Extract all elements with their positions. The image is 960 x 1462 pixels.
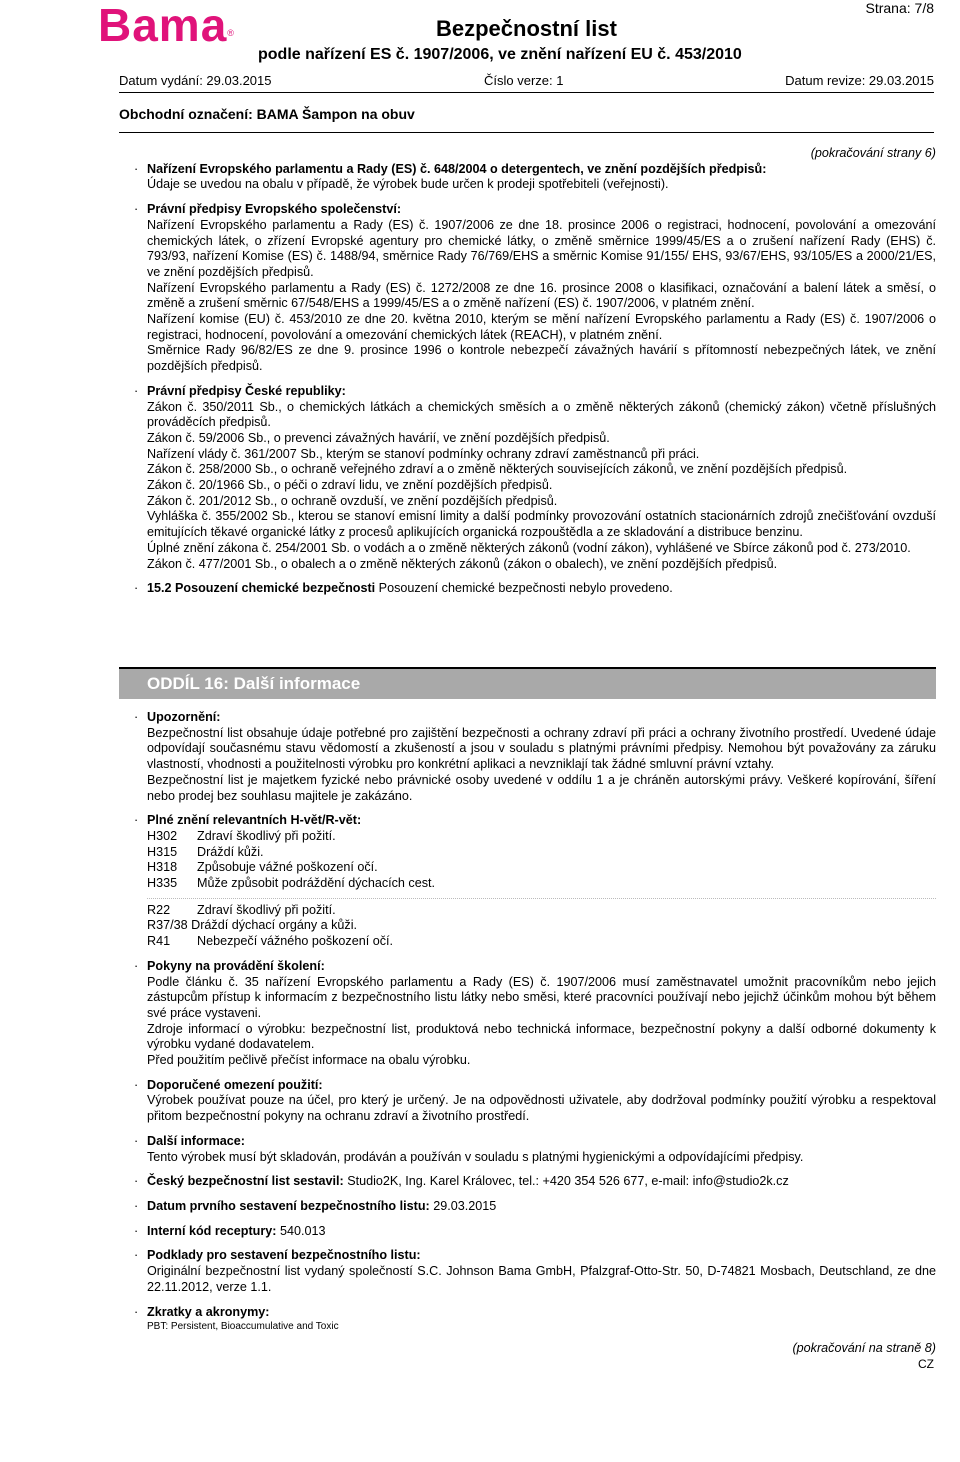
h-phrase-row: H315 Dráždí kůži. bbox=[147, 844, 264, 859]
h-phrase-row: H335 Může způsobit podráždění dýchacích cest. bbox=[147, 876, 436, 891]
recipe-code: · Interní kód receptury: 540.013 bbox=[134, 1224, 936, 1240]
detergent-regulation: · Nařízení Evropského parlamentu a Rady (ES) č. 648/2004 o detergentech, ve znění pozdějších předpisů: Údaje se uvedou na obalu v případě, že výrobek bude určen k prodeji spotřebiteli (veřejnosti). bbox=[134, 162, 936, 193]
chemical-safety-assessment: · 15.2 Posouzení chemické bezpečnosti Posouzení chemické bezpečnosti nebylo provedeno. bbox=[134, 581, 936, 597]
training: · Pokyny na provádění školení: Podle článku č. 35 nařízení Evropského parlamentu a Rady (ES) č. 1907/2006 musí zaměstnavatel umožnit pracovníkům nebo jejich zástupcům přístup k informacím z bezpečnostního listu látky nebo směsi, které pracovníci používají nebo jejichž účinkům mohou být během své práce vystaveni. Zdroje informací o výrobku: bezpečnostní list, produktová nebo technická informace, bezpečnostní pokyny a další odborné dokumenty k výrobku vydané dodavatelem. Před použitím pečlivě přečíst informace na obalu výrobku. bbox=[134, 959, 936, 1069]
section-16-header: ODDÍL 16: Další informace bbox=[119, 667, 936, 699]
r-phrase-row: R22 Zdraví škodlivý při požití. bbox=[147, 902, 336, 917]
r-phrase-row: R37/38 Dráždí dýchací orgány a kůži. bbox=[147, 918, 358, 933]
abbreviations: · Zkratky a akronymy: PBT: Persistent, Bioaccumulative and Toxic bbox=[134, 1305, 936, 1334]
regulatory-info bbox=[134, 146, 936, 597]
dotted-separator bbox=[147, 898, 936, 899]
further-info: · Další informace: Tento výrobek musí být skladován, prodáván a používán v souladu s platnými hygienickými a odpovídajícími předpisy. bbox=[134, 1134, 936, 1165]
issue-date: Datum vydání: 29.03.2015 bbox=[119, 73, 272, 88]
trade-name: Obchodní označení: BAMA Šampon na obuv bbox=[119, 106, 415, 122]
r-phrase-row: R41 Nebezpečí vážného poškození očí. bbox=[147, 934, 394, 949]
document-title: Bezpečnostní list bbox=[436, 16, 617, 41]
language-code: CZ bbox=[918, 1357, 934, 1371]
h-phrase-row: H302 Zdraví škodlivý při požití. bbox=[147, 828, 336, 843]
usage-restriction: · Doporučené omezení použití: Výrobek používat pouze na účel, pro který je určený. Je na odpovědnosti uživatele, aby dodržoval podmínky použití výrobku a respektoval přitom bezpečnostní pokyny na ochranu zdraví a životního prostředí. bbox=[134, 1078, 936, 1125]
h-phrase-row: H318 Způsobuje vážné poškození očí. bbox=[147, 860, 378, 875]
warning: · Upozornění: Bezpečnostní list obsahuje údaje potřebné pro zajištění bezpečnosti a ochrany zdraví při práci a ochrany životního prostředí. Uvedené údaje odpovídají současnému stavu vědomostí a zkušeností a jsou v souladu s platnými právními předpisy. Nemohou být považovány za záruku vlastností, vhodnosti a použitelnosti výrobku pro konkrétní aplikaci a nevzniklají tak žádné smluvní právní vztahy. Bezpečnostní list je majetkem fyzické nebo právnické osoby uvedené v oddílu 1 a je chráněn autorskými právy. Veškeré kopírování, šíření nebo prodej bez souhlasu majitele je zakázáno. bbox=[134, 710, 936, 804]
sources: · Podklady pro sestavení bezpečnostního listu: Originální bezpečnostní list vydaný společností S.C. Johnson Bama GmbH, Pfalzgraf-Otto-Str. 50, D-74821 Mosbach, Deutschland, ze dne 22.11.2012, verze 1.1. bbox=[134, 1248, 936, 1295]
header-divider bbox=[119, 92, 934, 93]
version-number: Číslo verze: 1 bbox=[484, 73, 564, 88]
cz-regulations: · Právní předpisy České republiky: Zákon č. 350/2011 Sb., o chemických látkách a chemických směsích a o změně některých zákonů (chemický zákon) včetně příslušných prováděcích předpisů. Zákon č. 59/2006 Sb., o prevenci závažných havárií, ve znění pozdějších předpisů. Nařízení vlády č. 361/2007 Sb., kterým se stanoví podmínky ochrany zdraví zaměstnanců při práci. Zákon č. 258/2000 Sb., o ochraně veřejného zdraví a o změně některých souvisejících zákonů, ve znění pozdějších předpisů. Zákon č. 20/1966 Sb., o péči o zdraví lidu, ve znění pozdějších předpisů. Zákon č. 201/2012 Sb., o ochraně ovzduší, ve znění pozdějších předpisů. Vyhláška č. 355/2002 Sb., kterou se stanoví emisní limity a další podmínky provozování ostatních stacionárních zdrojů znečišťování ovzduší emitujících těkavé organické látky z procesů aplikujících organická rozpouštědla a ze skladování a distribuce benzinu. Úplné znění zákona č. 254/2001 Sb. o vodách a o změně některých zákonů (vodní zákon), vyhlášené ve Sbírce zákonů pod č. 273/2010. Zákon č. 477/2001 Sb., o obalech a o změně některých zákonů (zákon o obalech), ve znění pozdějších předpisů. bbox=[134, 384, 936, 572]
other-info bbox=[134, 710, 936, 1333]
document-subtitle: podle nařízení ES č. 1907/2006, ve znění nařízení EU č. 453/2010 bbox=[258, 46, 742, 63]
first-date: · Datum prvního sestavení bezpečnostního listu: 29.03.2015 bbox=[134, 1199, 936, 1215]
eu-regulations: · Právní předpisy Evropského společenství: Nařízení Evropského parlamentu a Rady (ES) č. 1907/2006 ze dne 18. prosince 2006 o registraci, hodnocení, povolování a omezování chemických látek, o zřízení Evropské agentury pro chemické látky, o změně směrnice 1999/45/ES a o zrušení nařízení Rady (EHS) č. 793/93, nařízení Komise (ES) č. 1488/94, směrnice Rady 76/769/EHS a směrnic Komise 91/155/ EHS, 93/67/EHS, 93/105/ES a 2000/21/ES, ve znění pozdějších předpisů. Nařízení Evropského parlamentu a Rady (ES) č. 1272/2008 ze dne 16. prosince 2008 o klasifikaci, označování a balení látek a směsí, o změně a zrušení směrnic 67/548/EHS a 1999/45/ES a o změně nařízení (ES) č. 1907/2006, v platném znění. Nařízení komise (EU) č. 453/2010 ze dne 20. května 2010, kterým se mění nařízení Evropského parlamentu a Rady (ES) č. 1907/2006 o registraci, hodnocení, povolování a omezování chemických látek (REACH), v platném znění. Směrnice Rady 96/82/ES ze dne 9. prosince 1996 o kontrole nebezpečí závažných havárií s přítomností nebezpečných látek, ve znění pozdějších předpisů. bbox=[134, 202, 936, 375]
bama-logo: Bama® bbox=[98, 0, 235, 51]
revision-date: Datum revize: 29.03.2015 bbox=[785, 73, 934, 88]
continued-from: (pokračování strany 6) bbox=[810, 146, 936, 160]
continued-to: (pokračování na straně 8) bbox=[792, 1341, 936, 1355]
h-r-phrases: · Plné znění relevantních H-vět/R-vět: H302 Zdraví škodlivý při požití. H315 Dráždí kůži. H318 Způsobuje vážné poškození očí. H335 Může způsobit podráždění dýchacích cest. R22 Zdraví škodlivý při požití. R37/38 Dráždí dýchací orgány a kůži. R41 Nebezpečí vážného poškození očí. bbox=[134, 813, 936, 950]
trade-divider bbox=[119, 132, 934, 133]
page-number: Strana: 7/8 bbox=[865, 0, 934, 16]
author: · Český bezpečnostní list sestavil: Studio2K, Ing. Karel Královec, tel.: +420 354 526 677, e-mail: info@studio2k.cz bbox=[134, 1174, 936, 1190]
